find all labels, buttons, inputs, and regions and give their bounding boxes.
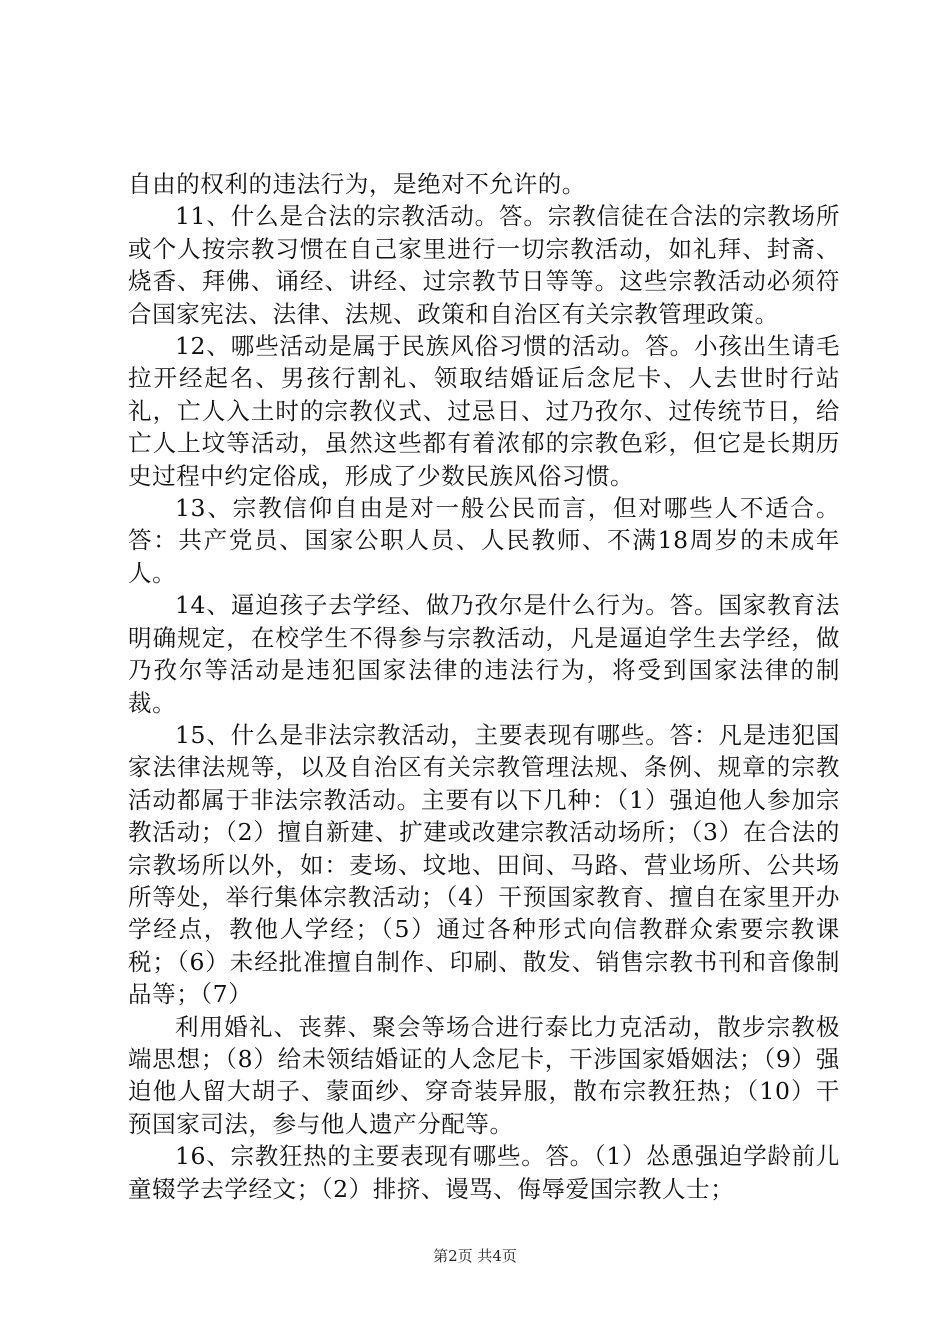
paragraph-q13: 13、宗教信仰自由是对一般公民而言，但对哪些人不适合。答：共产党员、国家公职人员、人民教师、不满18周岁的未成年人。 xyxy=(128,494,840,587)
paragraph-q14: 14、逼迫孩子去学经、做乃孜尔是什么行为。答。国家教育法明确规定，在校学生不得参与宗教活动，凡是逼迫学生去学经，做乃孜尔等活动是违犯国家法律的违法行为，将受到国家法律的制裁。 xyxy=(128,591,840,717)
paragraph-q11: 11、什么是合法的宗教活动。答。宗教信徒在合法的宗教场所或个人按宗教习惯在自己家里进行一切宗教活动，如礼拜、封斋、烧香、拜佛、诵经、讲经、过宗教节日等等。这些宗教活动必须符合国家宪法、法律、法规、政策和自治区有关宗教管理政策。 xyxy=(128,202,840,328)
document-body xyxy=(128,168,840,1205)
paragraph-q16: 16、宗教狂热的主要表现有哪些。答。（1）怂恿强迫学龄前儿童辍学去学经文；（2）排挤、谩骂、侮辱爱国宗教人士； xyxy=(128,1142,840,1203)
paragraph-q12: 12、哪些活动是属于民族风俗习惯的活动。答。小孩出生请毛拉开经起名、男孩行割礼、领取结婚证后念尼卡、人去世时行站礼，亡人入土时的宗教仪式、过忌日、过乃孜尔、过传统节日，给亡人上坟等活动，虽然这些都有着浓郁的宗教色彩，但它是长期历史过程中约定俗成，形成了少数民族风俗习惯。 xyxy=(128,332,840,490)
page-total: 共4页 xyxy=(477,1247,517,1265)
paragraph-q15-continued: 利用婚礼、丧葬、聚会等场合进行泰比力克活动，散步宗教极端思想；（8）给未领结婚证的人念尼卡，干涉国家婚姻法；（9）强迫他人留大胡子、蒙面纱、穿奇装异服，散布宗教狂热；（10）干预国家司法，参与他人遗产分配等。 xyxy=(128,1012,840,1138)
page-number: 第2页 xyxy=(433,1247,473,1265)
page-footer xyxy=(0,1246,950,1266)
paragraph-continuation: 自由的权利的违法行为，是绝对不允许的。 xyxy=(128,170,586,198)
paragraph-q15: 15、什么是非法宗教活动，主要表现有哪些。答：凡是违犯国家法律法规等，以及自治区有关宗教管理法规、条例、规章的宗教活动都属于非法宗教活动。主要有以下几种：（1）强迫他人参加宗教活动；（2）擅自新建、扩建或改建宗教活动场所；（3）在合法的宗教场所以外，如：麦场、坟地、田间、马路、营业场所、公共场所等处，举行集体宗教活动；（4）干预国家教育、擅自在家里开办学经点，教他人学经；（5）通过各种形式向信教群众索要宗教课税；（6）未经批准擅自制作、印刷、散发、销售宗教书刊和音像制品等；（7） xyxy=(128,720,840,1009)
